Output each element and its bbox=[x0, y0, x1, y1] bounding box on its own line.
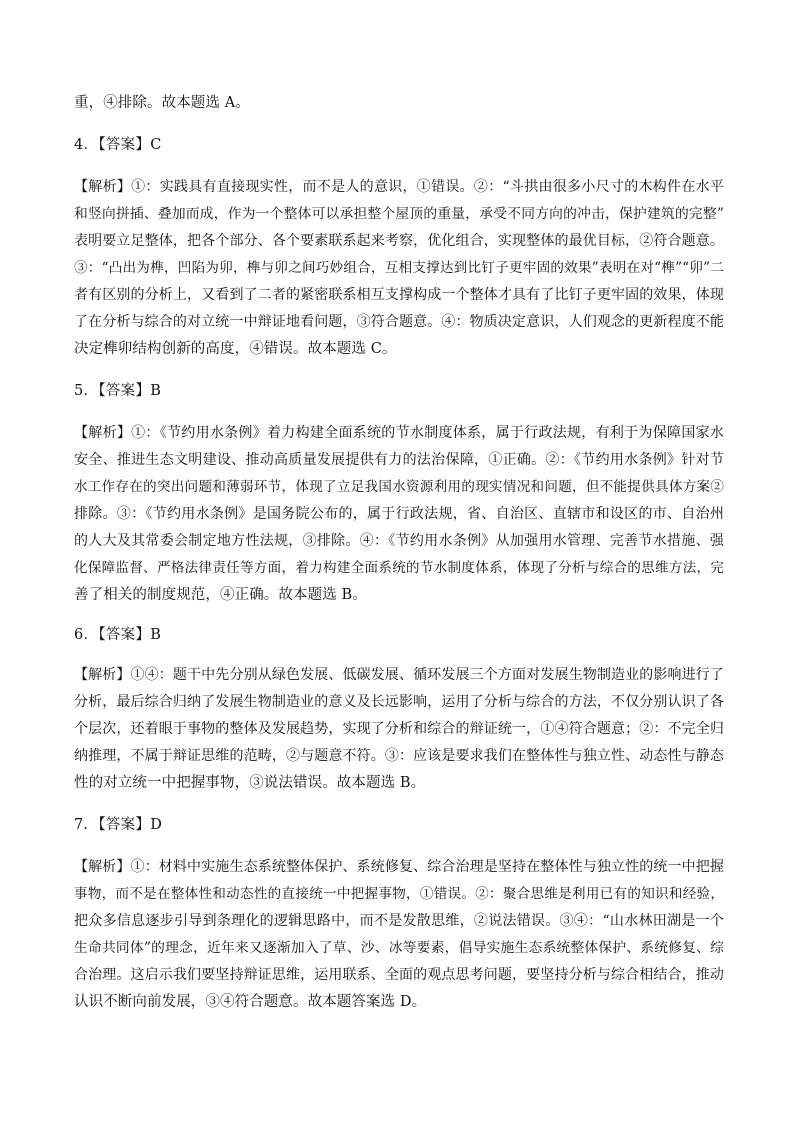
q7-explanation-line: 把众多信息逐步引导到条理化的逻辑思路中，而不是发散思维，②说法错误。③④：“山水林田湖是一个 bbox=[74, 913, 724, 929]
q6-explanation-line: 个层次，还着眼于事物的整体及发展趋势，实现了分析和综合的辩证统一，①④符合题意；②：不完全归 bbox=[74, 721, 724, 737]
q3-explanation-end: 重，④排除。故本题选 A。 bbox=[74, 95, 250, 111]
q5-answer: 5．【答案】B bbox=[74, 383, 162, 399]
q6-answer: 6．【答案】B bbox=[74, 627, 162, 643]
q4-explanation-line: 了在分析与综合的对立统一中辩证地看问题，③符合题意。④：物质决定意识，人们观念的更新程度不能 bbox=[74, 314, 724, 330]
q5-explanation-line: 的人大及其常委会制定地方性法规，③排除。④：《节约用水条例》从加强用水管理、完善节水措施、强 bbox=[74, 533, 724, 549]
q4-explanation-line: 和竖向拼插、叠加而成，作为一个整体可以承担整个屋顶的重量，承受不同方向的冲击，保护建筑的完整” bbox=[74, 206, 724, 222]
q7-explanation-line: 认识不断向前发展，③④符合题意。故本题答案选 D。 bbox=[74, 994, 427, 1010]
q4-explanation-line: ③：“凸出为榫，凹陷为卯，榫与卯之间巧妙组合，互相支撑达到比钉子更牢固的效果”表明在对“榫”“卯”二 bbox=[74, 260, 724, 276]
q6-explanation-line: 性的对立统一中把握事物，③说法错误。故本题选 B。 bbox=[74, 775, 426, 791]
q5-explanation-line: 【解析】①：《节约用水条例》着力构建全面系统的节水制度体系，属于行政法规，有利于为保障国家水 bbox=[74, 425, 724, 441]
q5-explanation-line: 水工作存在的突出问题和薄弱环节，体现了立足我国水资源利用的现实情况和问题，但不能提供具体方案② bbox=[74, 479, 724, 495]
q5-explanation-line: 排除。③：《节约用水条例》是国务院公布的，属于行政法规，省、自治区、直辖市和设区的市、自治州 bbox=[74, 506, 724, 522]
q5-explanation-line: 善了相关的制度规范，④正确。故本题选 B。 bbox=[74, 587, 367, 603]
q6-explanation-line: 纳推理，不属于辩证思维的范畴，②与题意不符。③：应该是要求我们在整体性与独立性、动态性与静态 bbox=[74, 748, 724, 764]
q4-explanation-line: 者有区别的分析上，又看到了二者的紧密联系相互支撑构成一个整体才具有了比钉子更牢固的效果，体现 bbox=[74, 287, 724, 303]
q7-explanation-line: 生命共同体”的理念，近年来又逐渐加入了草、沙、冰等要素，倡导实施生态系统整体保护、系统修复、综 bbox=[74, 940, 724, 956]
q7-answer: 7．【答案】D bbox=[74, 817, 163, 833]
q7-explanation-line: 合治理。这启示我们要坚持辩证思维，运用联系、全面的观点思考问题，要坚持分析与综合相结合，推动 bbox=[74, 967, 724, 983]
q5-explanation-line: 安全、推进生态文明建设、推动高质量发展提供有力的法治保障，①正确。②：《节约用水条例》针对节 bbox=[74, 452, 724, 468]
q7-explanation-line: 事物，而不是在整体性和动态性的直接统一中把握事物，①错误。②：聚合思维是利用已有的知识和经验， bbox=[74, 886, 724, 902]
q6-explanation-line: 分析，最后综合归纳了发展生物制造业的意义及长远影响，运用了分析与综合的方法，不仅分别认识了各 bbox=[74, 694, 724, 710]
q4-explanation-line: 表明要立足整体，把各个部分、各个要素联系起来考察，优化组合，实现整体的最优目标，②符合题意。 bbox=[74, 233, 724, 249]
q4-explanation-line: 决定榫卯结构创新的高度，④错误。故本题选 C。 bbox=[74, 341, 397, 357]
q6-explanation-line: 【解析】①④：题干中先分别从绿色发展、低碳发展、循环发展三个方面对发展生物制造业的影响进行了 bbox=[74, 667, 724, 683]
q4-explanation-line: 【解析】①：实践具有直接现实性，而不是人的意识，①错误。②：“斗拱由很多小尺寸的木构件在水平 bbox=[74, 179, 724, 195]
q4-answer: 4．【答案】C bbox=[74, 137, 162, 153]
q7-explanation-line: 【解析】①：材料中实施生态系统整体保护、系统修复、综合治理是坚持在整体性与独立性的统一中把握 bbox=[74, 859, 724, 875]
q5-explanation-line: 化保障监督、严格法律责任等方面，着力构建全面系统的节水制度体系，体现了分析与综合的思维方法，完 bbox=[74, 560, 724, 576]
